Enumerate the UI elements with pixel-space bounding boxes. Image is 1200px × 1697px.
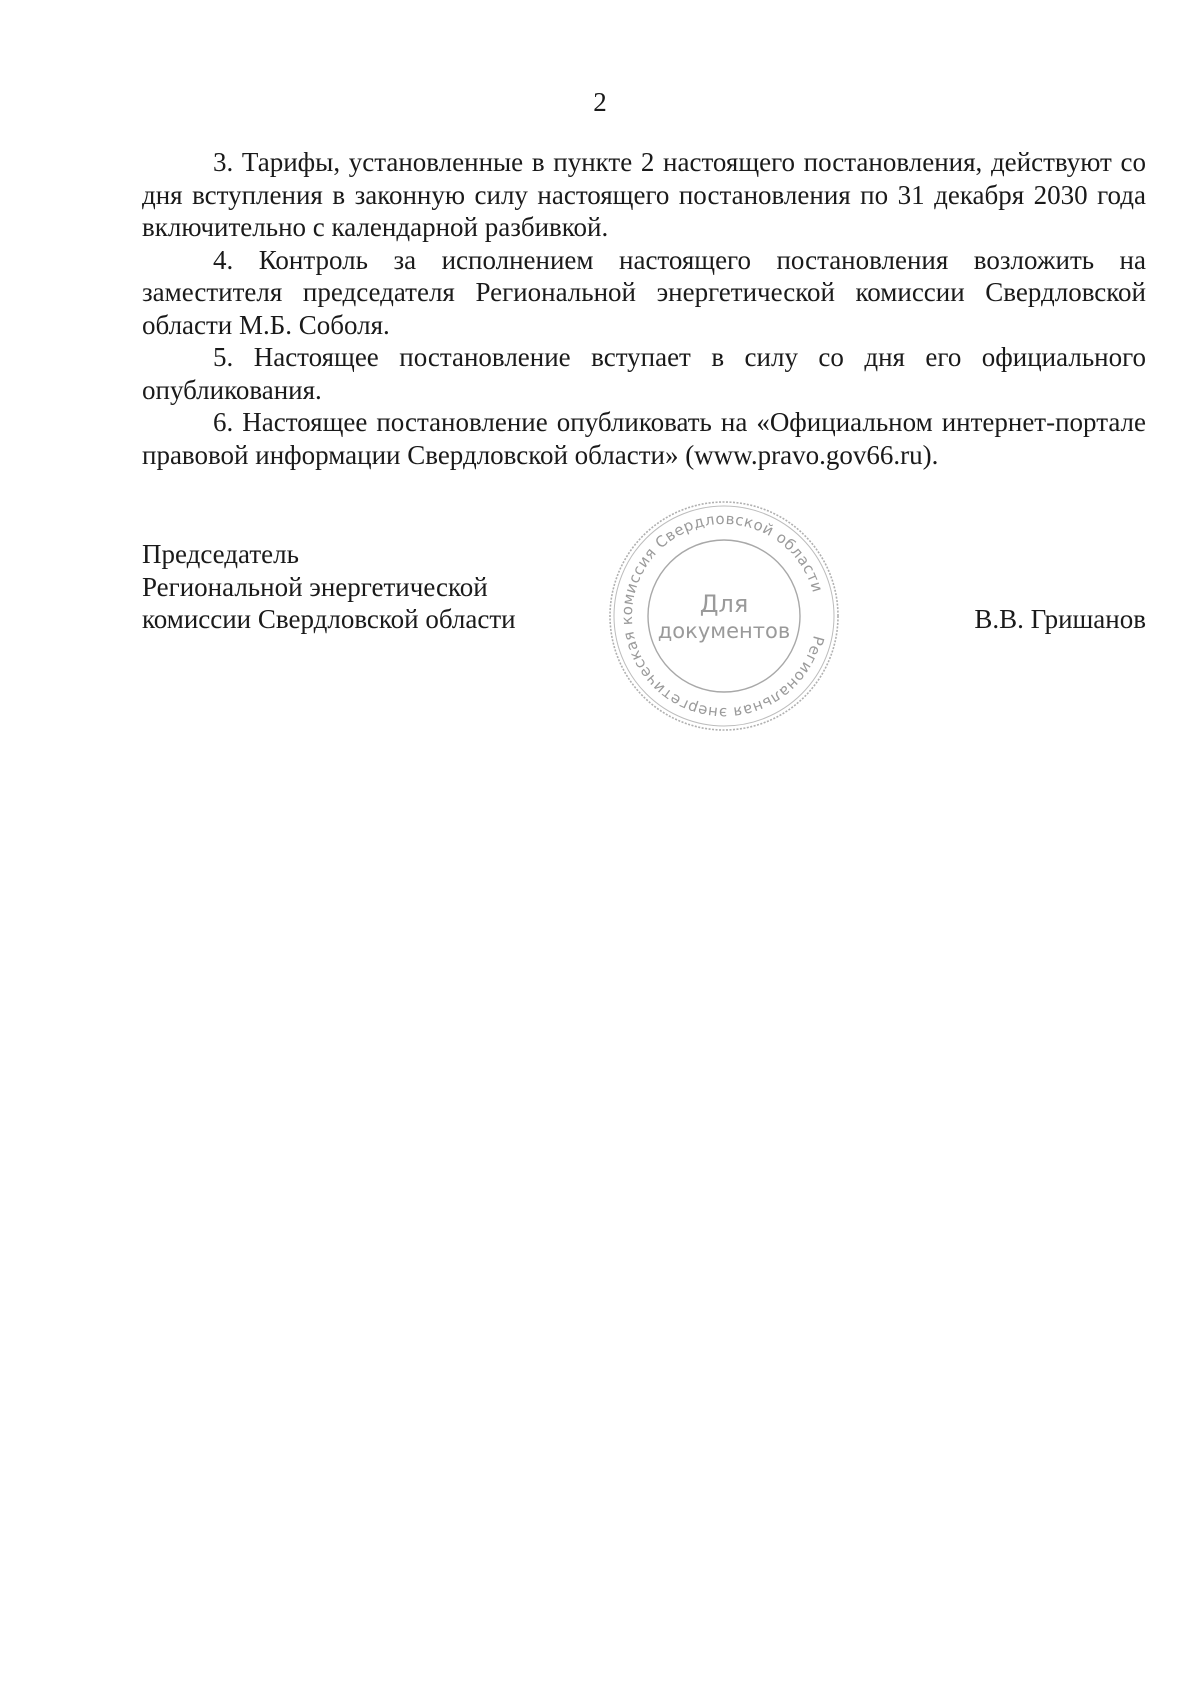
page-number: 2 — [593, 87, 607, 117]
official-seal-stamp — [604, 496, 844, 736]
signer-position-line-2: Региональной энергетической — [142, 571, 488, 602]
document-body — [142, 146, 1146, 471]
paragraph-4: 4. Контроль за исполнением настоящего постановления возложить на заместителя председателя Региональной энергетической комиссии Свердловской области М.Б. Соболя. — [142, 244, 1146, 340]
stamp-center-line-2: документов — [657, 619, 791, 643]
signer-position-line-3: комиссии Свердловской области — [142, 604, 516, 634]
paragraph-3: 3. Тарифы, установленные в пункте 2 настоящего постановления, действуют со дня вступления в законную силу настоящего постановления по 31 декабря 2030 года включительно с календарной разбивкой. — [142, 147, 1146, 242]
signer-position-line-1: Председатель — [142, 539, 299, 569]
paragraph-5: 5. Настоящее постановление вступает в силу со дня его официального опубликования. — [142, 342, 1146, 405]
stamp-center-line-1: Для — [699, 590, 749, 618]
paragraph-6: 6. Настоящее постановление опубликовать на «Официальном интернет-портале правовой информации Свердловской области» (www.pravo.gov66.ru). — [142, 407, 1146, 470]
signer-name: В.В. Гришанов — [974, 604, 1146, 634]
stamp-outer-text: Региональная энергетическая комиссия Свердловской области — [617, 509, 828, 723]
